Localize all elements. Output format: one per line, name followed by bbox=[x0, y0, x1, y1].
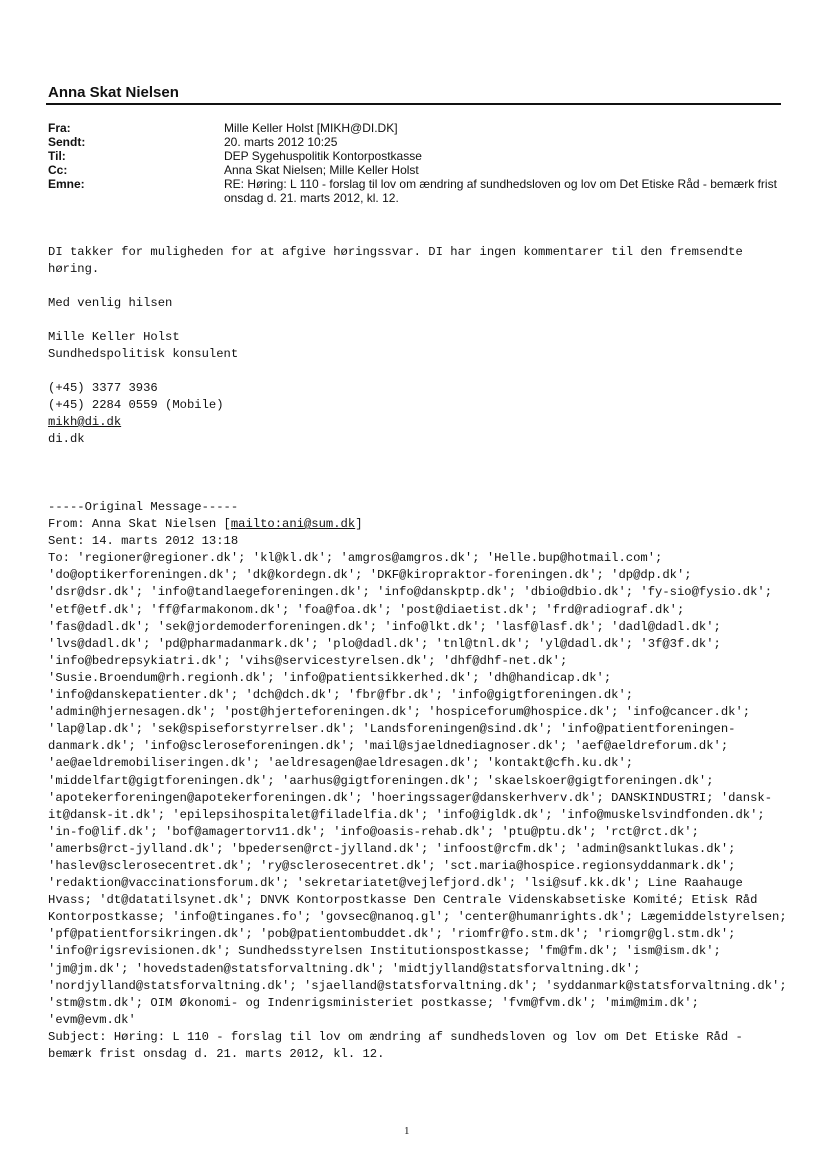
website: di.dk bbox=[48, 432, 85, 446]
original-from-prefix: From: Anna Skat Nielsen [ bbox=[48, 517, 231, 532]
email-header bbox=[48, 121, 788, 205]
header-value: Mille Keller Holst [MIKH@DI.DK] bbox=[224, 121, 398, 135]
header-row-from bbox=[48, 121, 788, 135]
email-link[interactable]: mikh@di.dk bbox=[48, 415, 122, 429]
page-number: 1 bbox=[404, 1125, 410, 1137]
phone-number: (+45) 3377 3936 bbox=[48, 381, 158, 395]
original-from-suffix: ] bbox=[355, 517, 363, 532]
email-body bbox=[48, 244, 788, 448]
header-row-cc bbox=[48, 163, 788, 177]
sender-name: Anna Skat Nielsen bbox=[48, 84, 179, 101]
header-value: 20. marts 2012 10:25 bbox=[224, 135, 338, 149]
header-rule bbox=[46, 103, 781, 105]
mailto-link[interactable]: mailto:ani@sum.dk bbox=[230, 517, 356, 532]
original-sent: Sent: 14. marts 2012 13:18 bbox=[48, 534, 239, 549]
signature-title: Sundhedspolitisk konsulent bbox=[48, 347, 239, 361]
header-value: DEP Sygehuspolitik Kontorpostkasse bbox=[224, 149, 422, 163]
header-value: Anna Skat Nielsen; Mille Keller Holst bbox=[224, 163, 419, 177]
header-label: Til: bbox=[48, 149, 66, 163]
original-subject: Subject: Høring: L 110 - forslag til lov om ændring af sundhedsloven og lov om Det Etiske Råd - bemærk frist onsdag d. 21. marts 2012, kl. 12. bbox=[48, 1029, 743, 1061]
original-separator: -----Original Message----- bbox=[48, 500, 239, 514]
header-label: Sendt: bbox=[48, 135, 86, 149]
header-row-to bbox=[48, 149, 788, 163]
greeting: Med venlig hilsen bbox=[48, 296, 173, 310]
header-value: RE: Høring: L 110 - forslag til lov om ændring af sundhedsloven og lov om Det Etiske Råd - bemærk frist onsdag d. 21. marts 2012, kl. 12. bbox=[224, 177, 777, 205]
signature-name: Mille Keller Holst bbox=[48, 330, 180, 344]
header-label: Fra: bbox=[48, 121, 71, 135]
header-label: Emne: bbox=[48, 177, 85, 191]
original-message bbox=[48, 499, 788, 1063]
header-row-subject bbox=[48, 177, 788, 205]
header-label: Cc: bbox=[48, 163, 68, 177]
original-recipients: To: 'regioner@regioner.dk'; 'kl@kl.dk'; 'amgros@amgros.dk'; 'Helle.bup@hotmail.com'; 'do@optikerforeningen.dk'; 'dk@kordegn.dk'; 'DKF@kiropraktor-foreningen.dk'; 'dp@dp.dk'; 'dsr@dsr.dk'; 'info@tandlaegeforeningen.dk'; 'info@danskptp.dk'; 'dbio@dbio.dk'; 'fy-sio@fysio.dk'; 'etf@etf.dk'; 'ff@farmakonom.dk'; 'foa@foa.dk'; 'post@diaetist.dk'; 'frd@radiograf.dk'; 'fas@dadl.dk'; 'sek@jordemoderforeningen.dk'; 'info@lkt.dk'; 'lasf@lasf.dk'; 'dadl@dadl.dk'; 'lvs@dadl.dk'; 'pd@pharmadanmark.dk'; 'plo@dadl.dk'; 'tnl@tnl.dk'; 'yl@dadl.dk'; '3f@3f.dk'; 'info@bedrepsykiatri.dk'; 'vihs@servicestyrelsen.dk'; 'dhf@dhf-net.dk'; 'Susie.Broendum@rh.regionh.dk'; 'info@patientsikkerhed.dk'; 'dh@handicap.dk'; 'info@danskepatienter.dk'; 'dch@dch.dk'; 'fbr@fbr.dk'; 'info@gigtforeningen.dk'; 'admin@hjernesagen.dk'; 'post@hjerteforeningen.dk'; 'hospiceforum@hospice.dk'; 'info@cancer.dk'; 'lap@lap.dk'; 'sek@spiseforstyrrelser.dk'; 'Landsforeningen@sind.dk'; 'info@patientforeningen-danmark.dk'; 'info@scleroseforeningen.dk'; 'mail@sjaeldnediagnoser.dk'; 'aef@aeldreforum.dk'; 'ae@aeldremobiliseringen.dk'; 'aeldresagen@aeldresagen.dk'; 'kontakt@cfh.ku.dk'; 'middelfart@gigtforeningen.dk'; 'aarhus@gigtforeningen.dk'; 'skaelskoer@gigtforeningen.dk'; 'apotekerforeningen@apotekerforeningen.dk'; 'hoeringssager@danskerhverv.dk'; DANSKINDUSTRI; 'dansk-it@dansk-it.dk'; 'epilepsihospitalet@filadelfia.dk'; 'info@igldk.dk'; 'info@muskelsvindfonden.dk'; 'in-fo@lif.dk'; 'bof@amagertorv11.dk'; 'info@oasis-rehab.dk'; 'ptu@ptu.dk'; 'rct@rct.dk'; 'amerbs@rct-jylland.dk'; 'bpedersen@rct-jylland.dk'; 'infoost@rcfm.dk'; 'admin@sanktlukas.dk'; 'haslev@sclerosecentret.dk'; 'ry@sclerosecentret.dk'; 'sct.maria@hospice.regionsyddanmark.dk'; 'redaktion@vaccinationsforum.dk'; 'sekretariatet@vejlefjord.dk'; 'lsi@suf.kk.dk'; Line Raahauge Hvass; 'dt@datatilsynet.dk'; DNVK Kontorpostkasse Den Centrale Videnskabsetiske Komité; Etisk Råd Kontorpostkasse; 'info@tinganes.fo'; 'govsec@nanoq.gl'; 'center@humanrights.dk'; Lægemiddelstyrelsen; 'pf@patientforsikringen.dk'; 'pob@patientombuddet.dk'; 'riomfr@fo.stm.dk'; 'riomgr@gl.stm.dk'; 'info@rigsrevisionen.dk'; Sundhedsstyrelsen Institutionspostkasse; 'fm@fm.dk'; 'ism@ism.dk'; 'jm@jm.dk'; 'hovedstaden@statsforvaltning.dk'; 'midtjylland@statsforvaltning.dk'; 'nordjylland@statsforvaltning.dk'; 'sjaelland@statsforvaltning.dk'; 'syddanmark@statsforvaltning.dk'; 'stm@stm.dk'; OIM Økonomi- og Indenrigsministeriet postkasse; 'fvm@fvm.dk'; 'mim@mim.dk'; 'evm@evm.dk' bbox=[48, 551, 787, 1027]
body-paragraph: DI takker for muligheden for at afgive høringssvar. DI har ingen kommentarer til den fremsendte høring. bbox=[48, 245, 743, 276]
header-row-sent bbox=[48, 135, 788, 149]
mobile-number: (+45) 2284 0559 (Mobile) bbox=[48, 398, 224, 412]
original-from bbox=[48, 516, 788, 533]
